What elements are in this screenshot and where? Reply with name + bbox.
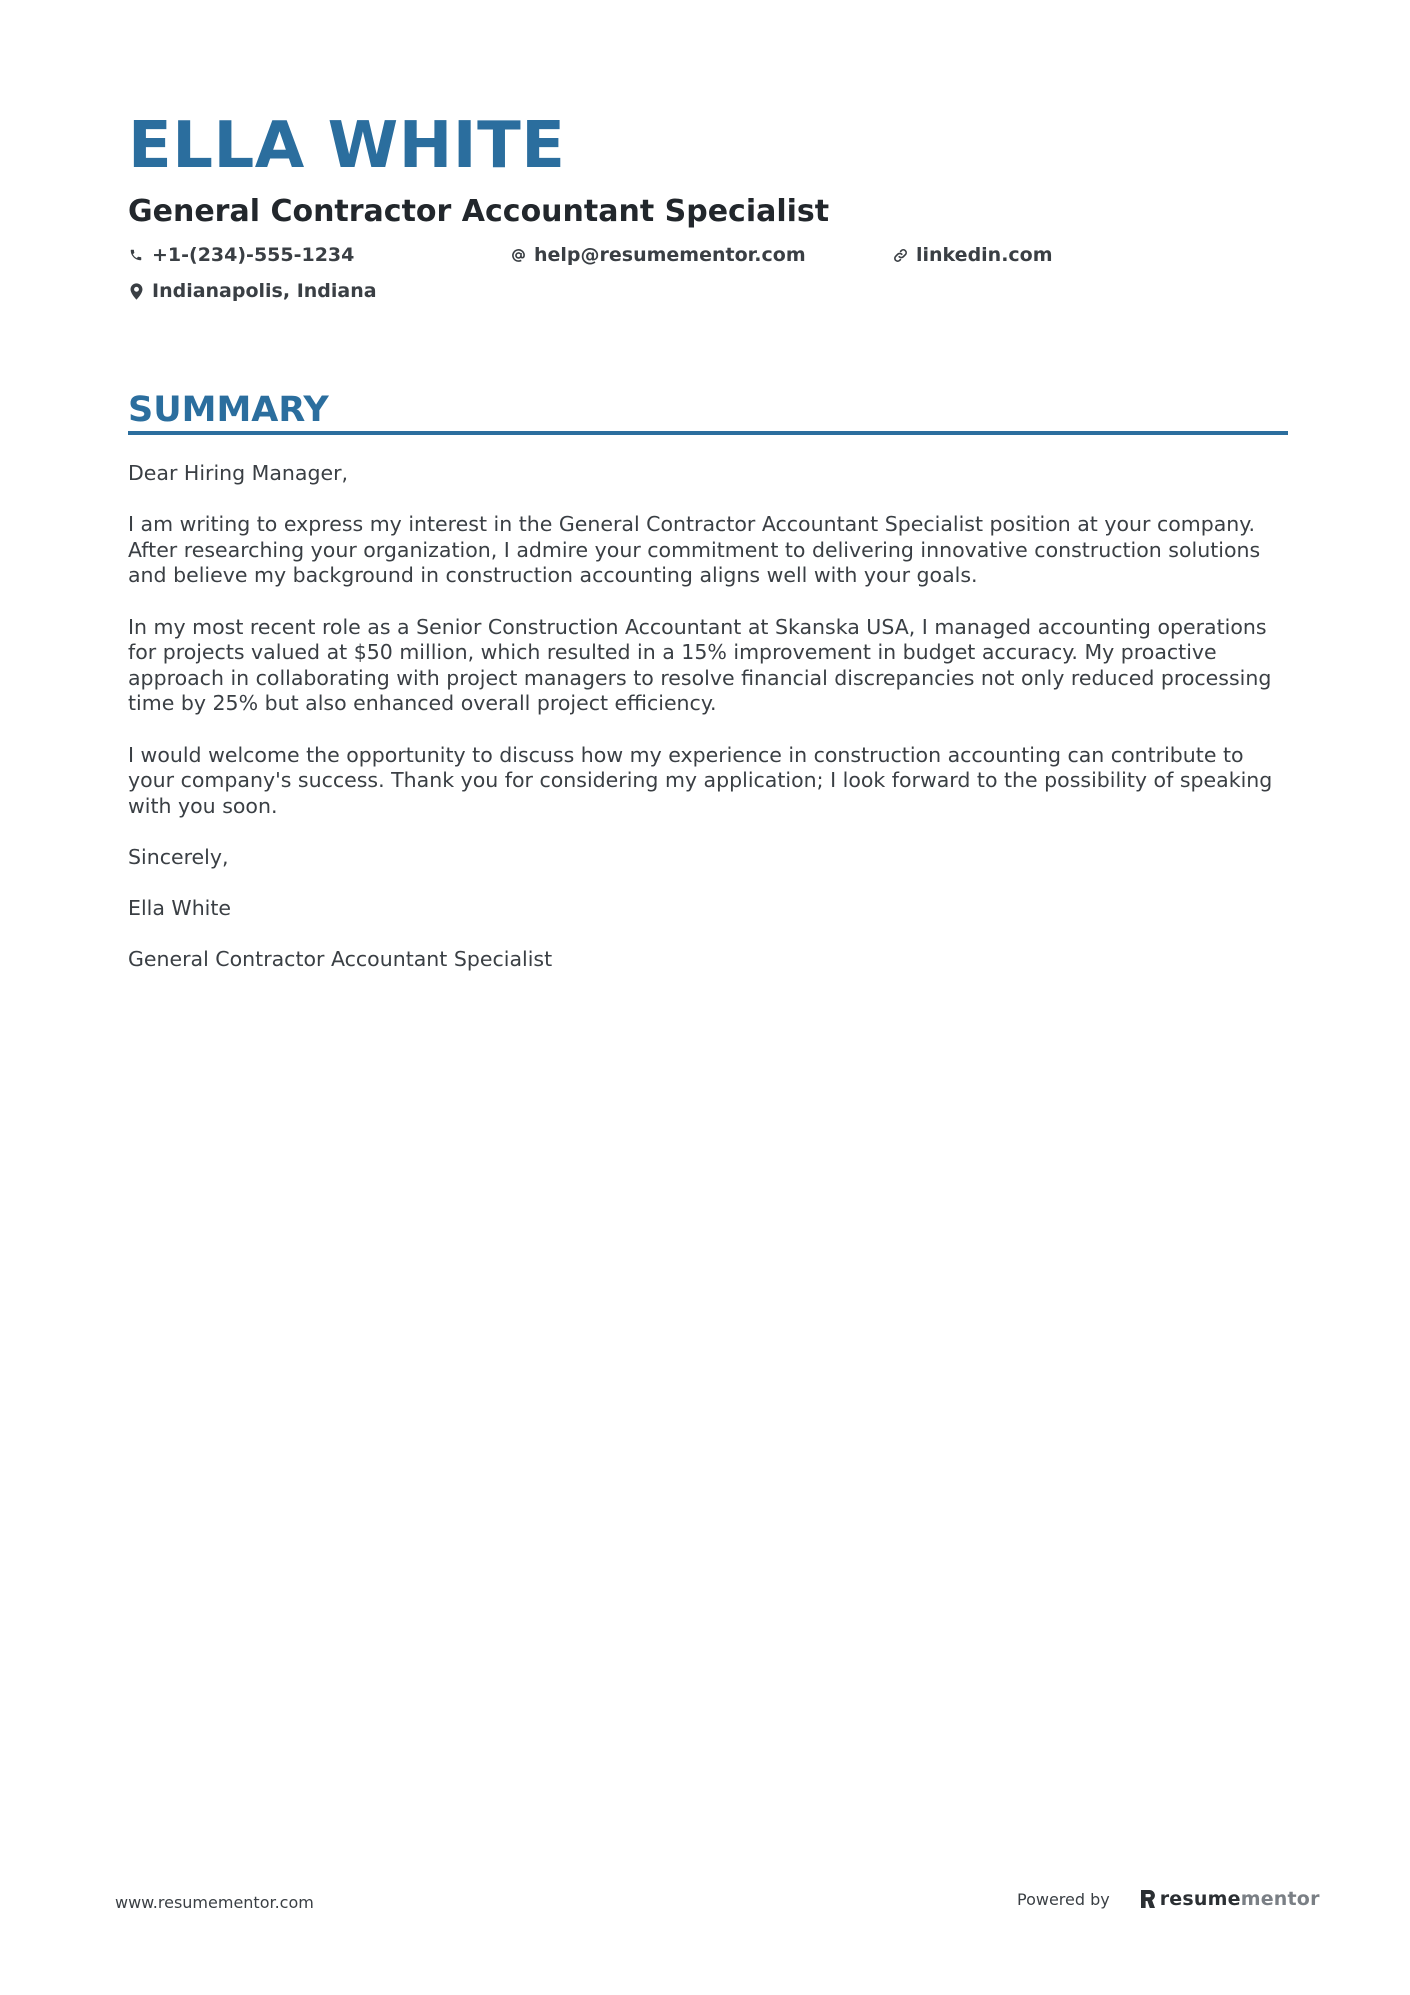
summary-heading: SUMMARY (128, 390, 329, 430)
brand-name-part1: resume (1159, 1888, 1241, 1910)
brand-name-part2: mentor (1240, 1888, 1320, 1910)
contact-location (128, 278, 377, 304)
signature-name: Ella White (128, 896, 232, 921)
closing: Sincerely, (128, 844, 229, 869)
letter-paragraph: In my most recent role as a Senior Construction Accountant at Skanska USA, I managed accounting operations for projects valued at $50 million, which resulted in a 15% improvement in budget accuracy. My proactive approach in collaborating with project managers to resolve financial discrepancies not only reduced processing time by 25% but also enhanced overall project efficiency. (128, 614, 1272, 716)
location-text: Indianapolis, Indiana (152, 280, 377, 302)
link-text: linkedin.com (916, 244, 1053, 266)
contact-link (892, 242, 1053, 268)
resumementor-logo-icon (1140, 1889, 1156, 1909)
powered-by-label: Powered by (1017, 1889, 1110, 1909)
cover-letter-body (128, 461, 1288, 998)
letter-paragraph: I am writing to express my interest in the General Contractor Accountant Specialist position at your company. After researching your organization, I admire your commitment to delivering innovative construction solutions and believe my background in construction accounting aligns well with your goals. (128, 512, 1261, 588)
candidate-name: ELLA WHITE (128, 109, 566, 183)
footer-powered-by (1017, 1888, 1320, 1910)
contact-phone (128, 242, 354, 268)
phone-text: +1-(234)-555-1234 (152, 244, 355, 266)
job-title: General Contractor Accountant Specialist (128, 194, 830, 229)
brand-logo[interactable] (1140, 1888, 1320, 1910)
link-icon (892, 246, 908, 264)
at-sign-icon (510, 246, 526, 264)
email-text: help@resumementor.com (534, 244, 806, 266)
footer-website[interactable]: www.resumementor.com (115, 1893, 314, 1912)
phone-icon (128, 246, 144, 264)
letter-paragraph: I would welcome the opportunity to discuss how my experience in construction accounting can contribute to your company's success. Thank you for considering my application; I look forward to the possibility of speaking with you soon. (128, 742, 1273, 818)
map-pin-icon (128, 282, 144, 300)
salutation: Dear Hiring Manager, (128, 461, 349, 485)
contact-email (510, 242, 806, 268)
section-divider (128, 431, 1288, 435)
signature-title: General Contractor Accountant Specialist (128, 947, 553, 972)
